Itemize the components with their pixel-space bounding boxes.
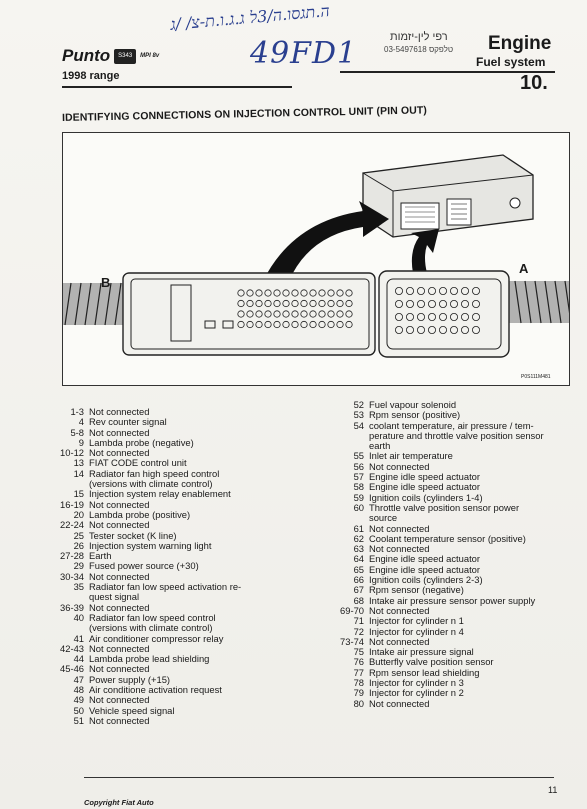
pin-number: 59 [353, 491, 364, 503]
pin-description: Inlet air temperature [369, 450, 453, 462]
pin-number: 50 [73, 704, 84, 716]
handwritten-code: 49FD1 [250, 36, 358, 71]
stamp-phone: 03-5497618 טלפקס [384, 45, 454, 54]
pin-description: Injector for cylinder n 3 [369, 677, 464, 689]
stamp-name: רפי לין-יזמות [390, 31, 448, 43]
pin-number: 29 [73, 560, 84, 572]
pin-number: 80 [353, 697, 364, 709]
pin-description: Injector for cylinder n 1 [369, 615, 464, 627]
arrow-b-icon [263, 201, 389, 281]
pin-description: Not connected [369, 697, 430, 709]
connector-figure [62, 132, 570, 386]
pin-number: 53 [353, 409, 364, 421]
pin-description: Not connected [369, 460, 430, 472]
brand-block [62, 46, 159, 66]
pin-number: 54 [353, 419, 364, 431]
pin-number: 71 [353, 615, 364, 627]
pin-number: 9 [78, 436, 84, 448]
label-a: A [519, 261, 529, 276]
pin-description: Radiator fan low speed activation re- [89, 581, 242, 593]
pin-number: 52 [353, 399, 364, 410]
pin-description: Ignition coils (cylinders 1-4) [369, 491, 483, 503]
pin-row [326, 616, 544, 626]
pin-number: 41 [73, 632, 84, 644]
pin-number: 76 [353, 656, 364, 668]
pin-row [48, 716, 241, 726]
pin-description: Air conditione activation request [89, 684, 222, 696]
header-rule-left [62, 86, 292, 88]
arrow-a-icon [411, 229, 439, 273]
pin-number: 51 [73, 714, 84, 726]
pin-number: 68 [353, 594, 364, 606]
pin-number: 72 [353, 625, 364, 637]
pin-description: Intake air pressure signal [369, 646, 474, 658]
pin-description: Not connected [89, 447, 150, 459]
pin-number: 65 [353, 563, 364, 575]
brand-name: Punto [62, 46, 111, 65]
pin-description: Not connected [369, 635, 430, 647]
pin-number: 79 [353, 687, 364, 699]
section-subtitle: Fuel system [476, 55, 546, 69]
pin-number: 13 [73, 457, 84, 469]
pin-row [48, 623, 241, 633]
pin-description: Rev counter signal [89, 416, 167, 428]
pin-number: 40 [73, 611, 84, 623]
section-title: Engine [488, 33, 552, 54]
pin-description: Rpm sensor (positive) [369, 409, 461, 421]
section-number: 10. [520, 72, 548, 94]
pin-number [48, 623, 89, 633]
pin-number: 10-12 [60, 447, 84, 459]
pin-number: 1-3 [70, 406, 84, 417]
pin-description: Engine idle speed actuator [369, 471, 481, 483]
pin-description: Earth [89, 550, 112, 562]
pin-description: Injection system warning light [89, 539, 212, 551]
engine-badge-text: S343 [118, 52, 133, 59]
pin-number: 49 [73, 694, 84, 706]
pin-description: Engine idle speed actuator [369, 481, 481, 493]
pin-description: Not connected [89, 498, 150, 510]
pin-description: Not connected [369, 522, 430, 534]
pin-description: Not connected [369, 604, 430, 616]
pin-description: Rpm sensor (negative) [369, 584, 464, 596]
pin-number: 62 [353, 532, 364, 544]
pin-description: Not connected [89, 570, 150, 582]
pin-number: 25 [73, 529, 84, 541]
pin-number: 22-24 [60, 519, 84, 531]
connector-b [123, 273, 375, 355]
pin-number: 36-39 [60, 601, 84, 613]
pin-number: 66 [353, 574, 364, 586]
pin-number: 55 [353, 450, 364, 462]
pin-description: Air conditioner compressor relay [89, 632, 224, 644]
pin-description: FIAT CODE control unit [89, 457, 187, 469]
pin-description: Injector for cylinder n 2 [369, 687, 464, 699]
cable-right [509, 281, 569, 323]
label-b: B [101, 275, 111, 290]
range-label: 1998 range [62, 70, 120, 82]
pin-list-right [326, 400, 544, 709]
pin-number: 60 [353, 501, 364, 513]
pin-row [326, 503, 544, 513]
pin-number: 26 [73, 539, 84, 551]
pin-number: 78 [353, 677, 364, 689]
pin-description: Injection system relay enablement [89, 488, 231, 500]
pin-description: Radiator fan low speed control [89, 611, 216, 623]
pin-description: Tester socket (K line) [89, 529, 177, 541]
pin-description: Not connected [89, 406, 150, 417]
pin-number: 35 [73, 581, 84, 593]
pin-description: Power supply (+15) [89, 673, 171, 685]
pin-description: quest signal [89, 591, 140, 603]
pin-number: 77 [353, 666, 364, 678]
pin-description: Radiator fan high speed control [89, 467, 220, 479]
copyright: Copyright Fiat Auto [84, 798, 154, 807]
pin-number: 5-8 [70, 426, 84, 438]
pin-description: coolant temperature, air pressure / tem- [369, 419, 534, 431]
pin-number: 48 [73, 684, 84, 696]
footer-rule [84, 777, 554, 778]
handwritten-note: ה.תגסו.ה/3ל ג.ג.ו.ת-צ/ /ג [169, 1, 331, 34]
pin-description: Coolant temperature sensor (positive) [369, 532, 526, 544]
pin-list-left [48, 407, 241, 726]
pin-description: Fused power source (+30) [89, 560, 199, 572]
connector-diagram [63, 133, 569, 385]
pin-number: 57 [353, 471, 364, 483]
pin-description: Not connected [89, 642, 150, 654]
pin-number: 44 [73, 653, 84, 665]
pin-description: source [369, 512, 398, 524]
pin-description: Not connected [89, 519, 150, 531]
pin-description: earth [369, 440, 391, 452]
pin-row [326, 699, 544, 709]
pin-description: (versions with climate control) [89, 478, 213, 490]
cable-left [63, 283, 123, 325]
pin-description: Lambda probe (positive) [89, 508, 191, 520]
pin-description: Engine idle speed actuator [369, 553, 481, 565]
pin-number: 75 [353, 646, 364, 658]
pin-description: Not connected [89, 601, 150, 613]
pin-description: Throttle valve position sensor power [369, 501, 520, 513]
pin-row [326, 431, 544, 441]
pin-description: perature and throttle valve position sensor [369, 429, 544, 441]
pin-number: 58 [353, 481, 364, 493]
pin-description: Fuel vapour solenoid [369, 399, 457, 410]
pin-number: 47 [73, 673, 84, 685]
pin-description: Rpm sensor lead shielding [369, 666, 480, 678]
pin-description: Not connected [89, 694, 150, 706]
pin-number: 56 [353, 460, 364, 472]
pin-description: Not connected [89, 714, 150, 726]
pin-number: 15 [73, 488, 84, 500]
pin-number: 61 [353, 522, 364, 534]
doc-heading: IDENTIFYING CONNECTIONS ON INJECTION CONTROL UNIT (PIN OUT) [61, 104, 428, 124]
pin-description: Not connected [369, 543, 430, 555]
figure-ref: P0S111M481 [521, 374, 551, 380]
pin-number: 45-46 [60, 663, 84, 675]
pin-row [48, 582, 241, 592]
page-number: 11 [548, 785, 558, 795]
pin-description: Butterfly valve position sensor [369, 656, 494, 668]
ecu-unit [363, 155, 533, 237]
pin-description: Engine idle speed actuator [369, 563, 481, 575]
pin-description: Intake air pressure sensor power supply [369, 594, 536, 606]
pin-number: 14 [73, 467, 84, 479]
pin-number: 30-34 [60, 570, 84, 582]
pin-number: 16-19 [60, 498, 84, 510]
pin-number [326, 431, 369, 441]
pin-description: Vehicle speed signal [89, 704, 175, 716]
pin-description: Ignition coils (cylinders 2-3) [369, 574, 483, 586]
pin-number: 64 [353, 553, 364, 565]
pin-description: Injector for cylinder n 4 [369, 625, 464, 637]
pin-number: 63 [353, 543, 364, 555]
pin-description: Lambda probe lead shielding [89, 653, 210, 665]
pin-number: 4 [78, 416, 84, 428]
pin-description: Not connected [89, 426, 150, 438]
pin-description: Not connected [89, 663, 150, 675]
pin-number: 69-70 [340, 604, 364, 616]
pin-number: 20 [73, 508, 84, 520]
connector-a [379, 271, 509, 357]
pin-description: (versions with climate control) [89, 622, 213, 634]
pin-number: 27-28 [60, 550, 84, 562]
pin-number: 73-74 [340, 635, 364, 647]
pin-number: 42-43 [60, 642, 84, 654]
engine-badge [114, 49, 136, 64]
engine-variant: MPI 8v [140, 53, 160, 59]
pin-description: Lambda probe (negative) [89, 436, 194, 448]
pin-number: 67 [353, 584, 364, 596]
